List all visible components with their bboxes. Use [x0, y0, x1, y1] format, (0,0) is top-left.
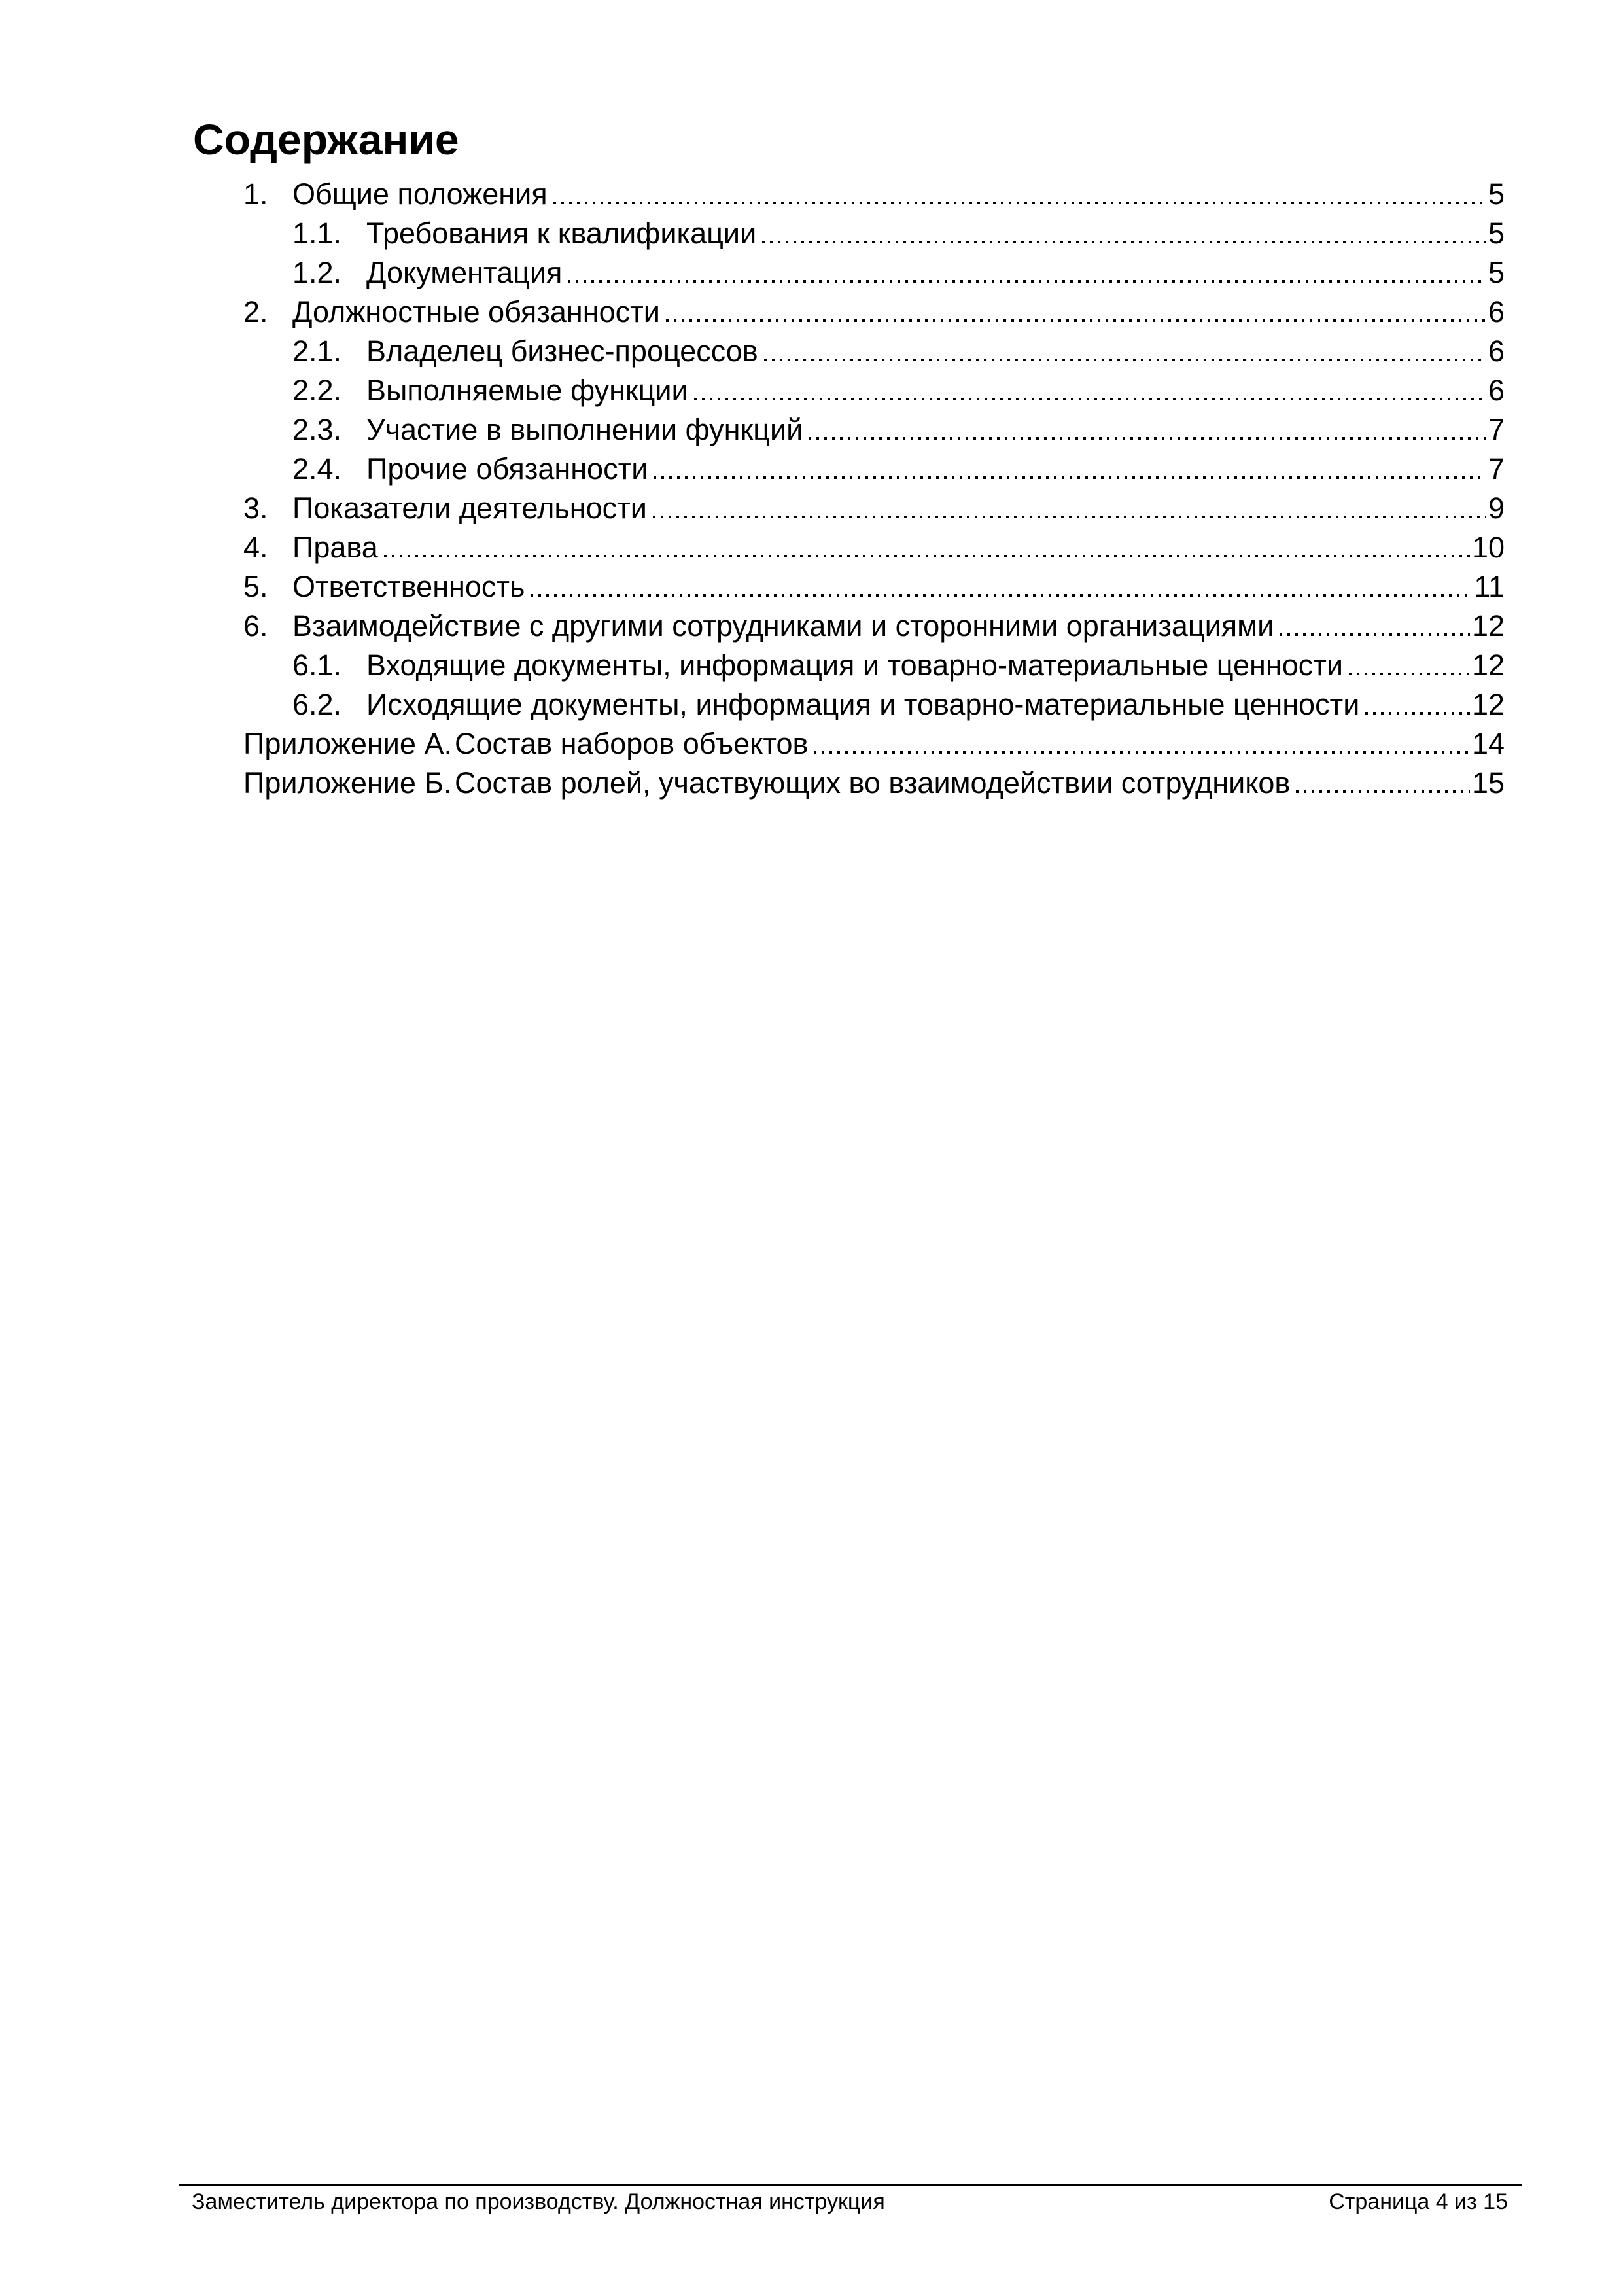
toc-entry	[193, 410, 1505, 450]
dot-leader	[1296, 790, 1470, 793]
dot-leader	[762, 241, 1486, 243]
toc-entry-number: 2.4.	[292, 452, 342, 486]
toc-entry-label: Требования к квалификации	[366, 217, 757, 250]
page-title: Содержание	[193, 115, 459, 164]
toc-entry	[193, 175, 1505, 214]
toc-entry-number: 1.2.	[292, 256, 342, 289]
footer-document-title: Заместитель директора по производству. Должностная инструкция	[192, 2189, 885, 2214]
dot-leader	[764, 359, 1486, 361]
toc-entry-page: 11	[1474, 570, 1505, 603]
toc-entry	[193, 332, 1505, 371]
dot-leader	[531, 594, 1472, 597]
toc-entry	[193, 371, 1505, 410]
dot-leader	[653, 516, 1486, 518]
page-footer	[179, 2184, 1522, 2216]
toc-entry-number: 2.2.	[292, 374, 342, 407]
toc-entry	[193, 724, 1505, 764]
dot-leader	[384, 555, 1470, 557]
toc-entry-label: Входящие документы, информация и товарно-материальные ценности	[366, 648, 1343, 682]
toc-entry-label: Взаимодействие с другими сотрудниками и сторонними организациями	[292, 609, 1274, 643]
toc-entry-label: Должностные обязанности	[292, 295, 660, 328]
toc-entry-number: 4.	[243, 531, 268, 564]
toc-entry-number: 2.1.	[292, 334, 342, 368]
toc-entry-label: Участие в выполнении функций	[366, 413, 803, 446]
page-content	[193, 0, 1505, 803]
toc-entry-number: Приложение А.	[243, 727, 452, 760]
toc-entry-label: Общие положения	[292, 177, 548, 211]
toc-entry-page: 5	[1488, 177, 1505, 211]
toc-entry-page: 12	[1471, 688, 1505, 721]
toc-entry-label: Документация	[366, 256, 563, 289]
toc-entry-number: 6.1.	[292, 648, 342, 682]
toc-entry-page: 6	[1488, 334, 1505, 368]
dot-leader	[1280, 633, 1470, 636]
toc-entry	[193, 292, 1505, 332]
toc-entry	[193, 528, 1505, 567]
toc-entry-number: 1.	[243, 177, 268, 211]
toc-entry	[193, 214, 1505, 253]
dot-leader	[1349, 673, 1470, 675]
toc-entry-label: Владелец бизнес-процессов	[366, 334, 758, 368]
toc-entry-page: 5	[1488, 256, 1505, 289]
toc-entry	[193, 253, 1505, 292]
toc-entry-number: 2.3.	[292, 413, 342, 446]
dot-leader	[553, 202, 1486, 204]
toc-entry-number: 6.2.	[292, 688, 342, 721]
toc-entry-page: 5	[1488, 217, 1505, 250]
toc-entry	[193, 646, 1505, 685]
footer-row	[179, 2186, 1522, 2216]
toc-entry	[193, 607, 1505, 646]
toc-entry-page: 9	[1488, 491, 1505, 525]
toc-entry-label: Состав ролей, участвующих во взаимодействии сотрудников	[455, 766, 1291, 800]
toc-entry	[193, 764, 1505, 803]
toc-entry-number: 5.	[243, 570, 268, 603]
dot-leader	[654, 476, 1486, 479]
toc-entry-number: 1.1.	[292, 217, 342, 250]
toc-entry-number: 6.	[243, 609, 268, 643]
toc-entry-number: Приложение Б.	[243, 766, 452, 800]
table-of-contents	[193, 175, 1505, 803]
toc-entry-page: 7	[1488, 413, 1505, 446]
toc-entry-label: Выполняемые функции	[366, 374, 688, 407]
toc-entry-number: 2.	[243, 295, 268, 328]
toc-entry	[193, 567, 1505, 607]
toc-entry-page: 12	[1471, 609, 1505, 643]
toc-entry-label: Прочие обязанности	[366, 452, 648, 486]
toc-entry-label: Права	[292, 531, 378, 564]
toc-entry-page: 7	[1488, 452, 1505, 486]
toc-entry-page: 12	[1471, 648, 1505, 682]
toc-entry-number: 3.	[243, 491, 268, 525]
toc-entry-page: 6	[1488, 295, 1505, 328]
toc-entry-label: Показатели деятельности	[292, 491, 647, 525]
toc-entry	[193, 685, 1505, 724]
toc-entry-page: 15	[1471, 766, 1505, 800]
footer-page-indicator: Страница 4 из 15	[1329, 2189, 1508, 2214]
toc-entry-page: 10	[1471, 531, 1505, 564]
toc-entry-label: Ответственность	[292, 570, 525, 603]
toc-entry-page: 14	[1471, 727, 1505, 760]
dot-leader	[809, 437, 1486, 440]
toc-entry-label: Состав наборов объектов	[455, 727, 809, 760]
dot-leader	[694, 398, 1486, 400]
toc-entry	[193, 489, 1505, 528]
dot-leader	[814, 751, 1470, 754]
dot-leader	[568, 280, 1486, 283]
dot-leader	[1365, 712, 1470, 715]
toc-entry	[193, 450, 1505, 489]
dot-leader	[666, 319, 1486, 322]
toc-entry-page: 6	[1488, 374, 1505, 407]
toc-entry-label: Исходящие документы, информация и товарно-материальные ценности	[366, 688, 1360, 721]
